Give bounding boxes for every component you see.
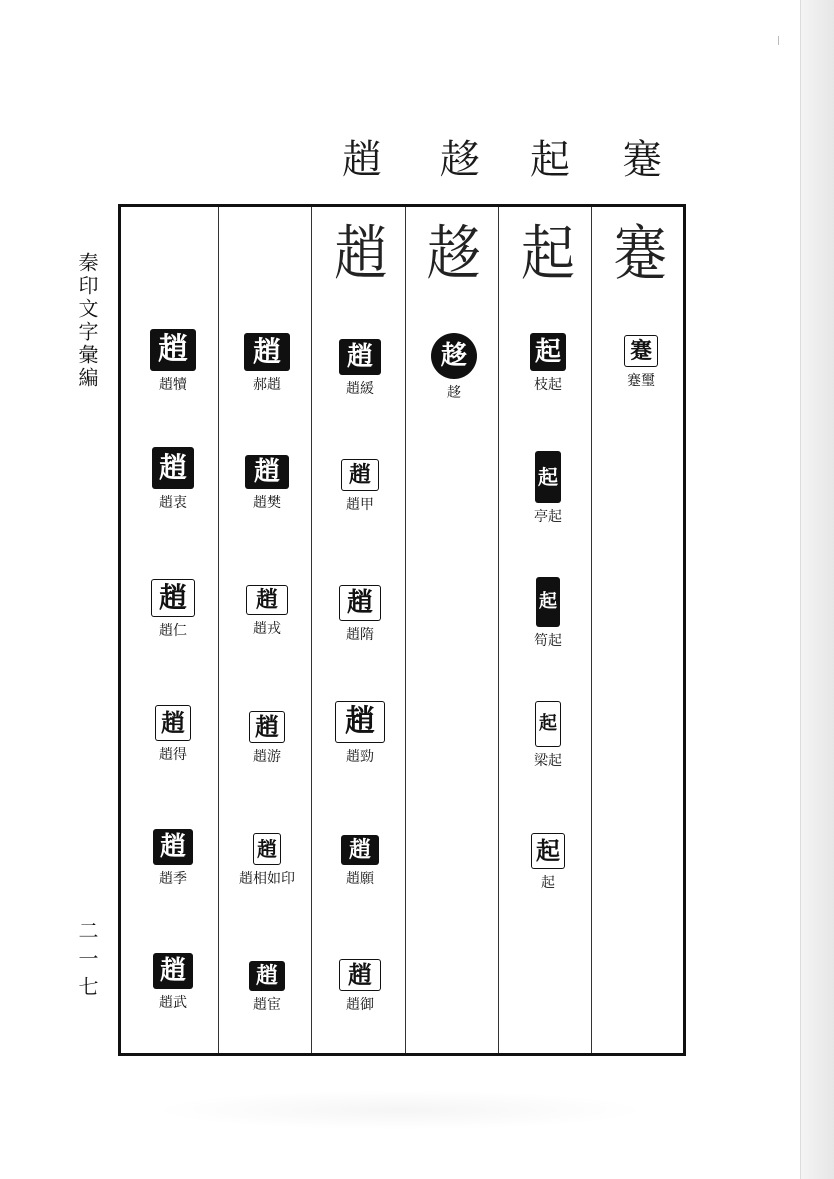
seal-impression: 趙 — [154, 830, 192, 864]
seal-impression: 趙 — [246, 456, 288, 488]
corner-mark — [778, 36, 779, 45]
seal-entry — [316, 460, 404, 514]
seal-impression: 趙 — [250, 712, 284, 742]
seal-entry — [316, 960, 404, 1014]
seal-impression: 趙 — [254, 834, 280, 864]
column-rule — [498, 207, 499, 1053]
seal-label: 趙季 — [159, 871, 187, 887]
page-number: 二一七 — [75, 920, 99, 1004]
seal-entry — [504, 452, 592, 526]
seal-impression: 趙 — [245, 334, 289, 370]
seal-impression: 趙 — [151, 330, 195, 370]
seal-label: 趙相如印 — [239, 871, 295, 887]
seal-entry — [316, 340, 404, 398]
seal-impression: 趙 — [250, 962, 284, 990]
seal-script-zhao: 趙 — [334, 218, 388, 289]
seal-label: 趙勁 — [346, 749, 374, 765]
seal-label: 枝起 — [534, 377, 562, 393]
seal-label: 趙宦 — [253, 997, 281, 1013]
seal-impression: 趙 — [336, 702, 384, 742]
bleed-through-shadow — [150, 1090, 650, 1130]
seal-entry — [129, 448, 217, 512]
seal-label: 趙甲 — [346, 497, 374, 513]
seal-impression: 起 — [537, 578, 559, 626]
seal-label: 趙武 — [159, 995, 187, 1011]
seal-label: 笱起 — [534, 633, 562, 649]
seal-impression: 趙 — [154, 954, 192, 988]
seal-impression: 趙 — [247, 586, 287, 614]
seal-label: 梁起 — [534, 753, 562, 769]
seal-label: 趙緩 — [346, 381, 374, 397]
seal-entry — [223, 962, 311, 1014]
seal-script-jian: 蹇 — [613, 218, 667, 289]
seal-impression: 趙 — [340, 960, 380, 990]
seal-label: 趙御 — [346, 997, 374, 1013]
seal-label: 趙樊 — [253, 495, 281, 511]
seal-impression: 趙 — [342, 460, 378, 490]
seal-label: 趙隋 — [346, 627, 374, 643]
seal-label: 趍 — [447, 385, 461, 401]
seal-entry — [129, 580, 217, 640]
seal-entry — [223, 456, 311, 512]
header-char-jian: 蹇 — [622, 137, 662, 183]
seal-impression: 趙 — [152, 580, 194, 616]
seal-label: 亭起 — [534, 509, 562, 525]
seal-entry — [223, 834, 311, 888]
header-char-zhao: 趙 — [342, 137, 382, 183]
seal-entry — [504, 834, 592, 892]
seal-label: 趙戎 — [253, 621, 281, 637]
seal-impression: 起 — [536, 702, 560, 746]
seal-entry — [504, 702, 592, 770]
column-rule — [311, 207, 312, 1053]
seal-entry — [129, 706, 217, 764]
seal-label: 趙游 — [253, 749, 281, 765]
seal-entry — [129, 830, 217, 888]
seal-impression: 趙 — [342, 836, 378, 864]
seal-impression: 趍 — [432, 334, 476, 378]
column-rule — [218, 207, 219, 1053]
seal-label: 趙得 — [159, 747, 187, 763]
seal-impression: 起 — [531, 334, 565, 370]
seal-entry — [129, 330, 217, 394]
seal-entry — [410, 334, 498, 402]
header-char-chi: 趍 — [440, 137, 480, 183]
seal-impression: 趙 — [156, 706, 190, 740]
book-title: 秦印文字彙編 — [75, 252, 99, 390]
seal-entry — [223, 586, 311, 638]
seal-script-chi: 趍 — [427, 218, 481, 289]
seal-entry — [223, 334, 311, 394]
seal-impression: 趙 — [153, 448, 193, 488]
seal-label: 起 — [541, 875, 555, 891]
seal-impression: 趙 — [340, 340, 380, 374]
page-edge-strip — [800, 0, 834, 1179]
seal-entry — [504, 334, 592, 394]
seal-label: 趙衷 — [159, 495, 187, 511]
header-char-qi: 起 — [530, 137, 570, 183]
seal-entry — [316, 586, 404, 644]
seal-label: 郝趙 — [253, 377, 281, 393]
seal-label: 趙仁 — [159, 623, 187, 639]
seal-impression: 起 — [532, 834, 564, 868]
seal-entry — [316, 836, 404, 888]
seal-entry — [316, 702, 404, 766]
seal-entry — [129, 954, 217, 1012]
seal-impression: 起 — [536, 452, 560, 502]
column-rule — [405, 207, 406, 1053]
seal-entry — [504, 578, 592, 650]
seal-entry — [223, 712, 311, 766]
seal-impression: 趙 — [340, 586, 380, 620]
seal-label: 趙願 — [346, 871, 374, 887]
seal-impression: 蹇 — [625, 336, 657, 366]
seal-entry — [597, 336, 685, 390]
seal-label: 趙犢 — [159, 377, 187, 393]
seal-label: 蹇璽 — [627, 373, 655, 389]
seal-script-qi: 起 — [521, 218, 575, 289]
